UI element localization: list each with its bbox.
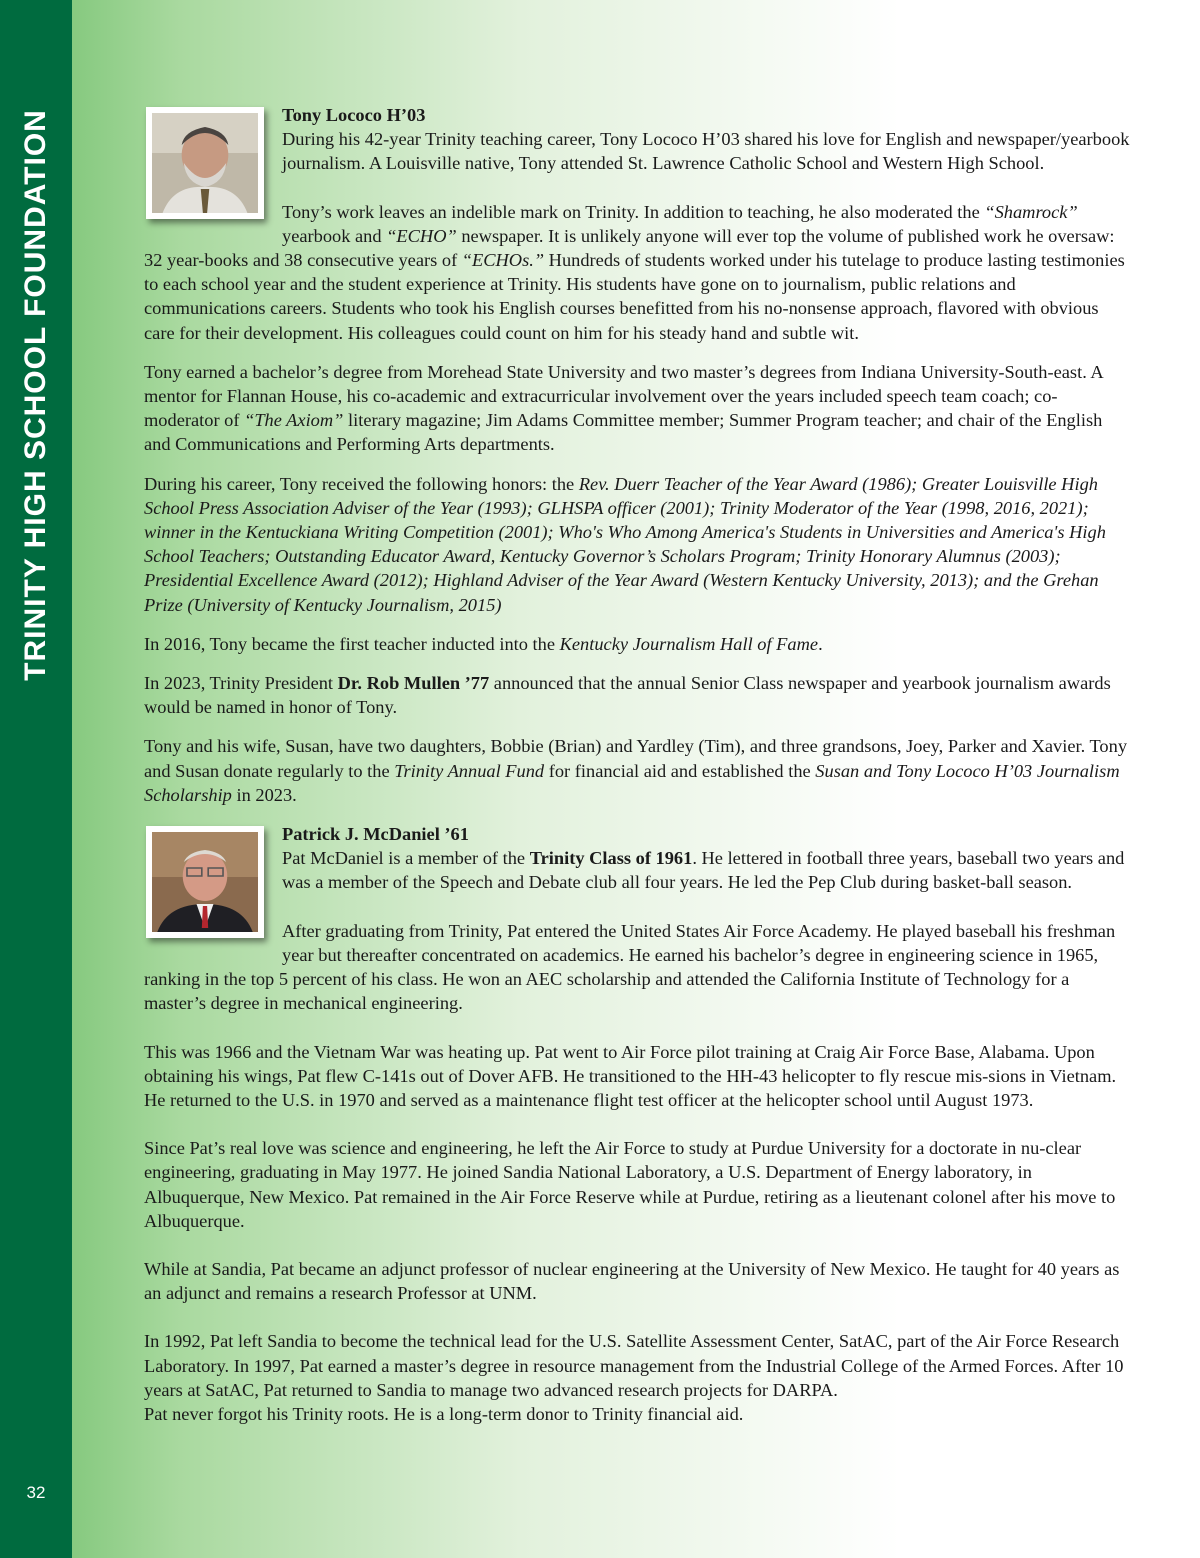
sidebar-title: TRINITY HIGH SCHOOL FOUNDATION xyxy=(19,109,52,681)
profile-heading: Tony Lococo H’03 xyxy=(282,105,426,125)
text: In 2023, Trinity President xyxy=(144,673,338,694)
portrait-patrick-image xyxy=(152,832,258,932)
text: . xyxy=(818,633,823,654)
honor-name: Kentucky Journalism Hall of Fame xyxy=(559,633,819,654)
text: Tony earned a bachelor’s degree from Morehead State University and two master’s degrees from Indiana University-South-east. A mentor for Flannan House, his co-academic and extracurricular involvement over the years included speech team coach; co-moderator of xyxy=(144,361,1103,431)
scholarship-name: Susan and Tony Lococo H’03 Journalism Scholarship xyxy=(144,760,1120,805)
paragraph xyxy=(144,671,1130,719)
paragraph: This was 1966 and the Vietnam War was heating up. Pat went to Air Force pilot training at Craig Air Force Base, Alabama. Upon obtaining his wings, Pat flew C-141s out of Dover AFB. He transitioned to the HH-43 helicopter to fly rescue mis-sions in Vietnam. He returned to the U.S. in 1970 and served as a maintenance flight test officer at the helicopter school until August 1973. xyxy=(144,1041,1117,1110)
text: Tony and his wife, Susan, have two daughters, Bobbie (Brian) and Yardley (Tim), and three grandsons, Joey, Parker and Xavier. Tony and Susan donate regularly to the xyxy=(144,736,1128,781)
text: literary magazine; Jim Adams Committee member; Summer Program teacher; and chair of the English and Communications and Performing Arts departments. xyxy=(144,410,1103,455)
text: Hundreds of students worked under his tutelage to produce lasting testimonies to each school year and the student experience at Trinity. His students have gone on to journalism, public relations and communications careers. Students who took his English courses benefitted from his no-nonsense approach, flavored with obvious care for their development. His colleagues could count on him for his steady hand and subtle wit. xyxy=(144,250,1125,343)
paragraph: Pat never forgot his Trinity roots. He is a long-term donor to Trinity financial aid. xyxy=(144,1403,744,1424)
text: in 2023. xyxy=(231,784,297,805)
sidebar xyxy=(0,0,72,1558)
portrait-photo-tony xyxy=(146,107,264,219)
spacer xyxy=(144,176,1130,200)
text: During his career, Tony received the following honors: the xyxy=(144,473,579,494)
text: for financial aid and established the xyxy=(544,760,816,781)
text: newspaper. It is unlikely anyone will ever top the volume of published work he oversaw: 32 year-books and 38 consecutive years of xyxy=(144,225,1115,271)
publication-title: “ECHO” xyxy=(386,225,457,246)
paragraph xyxy=(144,632,1130,656)
profile-intro xyxy=(144,846,1130,894)
paragraph: After graduating from Trinity, Pat entered the United States Air Force Academy. He played baseball his freshman year but thereafter concentrated on academics. He earned his bachelor’s degree in engineering science in 1965, ranking in the top 5 percent of his class. He won an AEC scholarship and attended the California Institute of Technology for a master’s degree in mechanical engineering. xyxy=(144,920,1116,1014)
paragraph xyxy=(144,472,1130,617)
paragraph xyxy=(144,200,1130,345)
article-content xyxy=(144,103,1130,1426)
text: In 2016, Tony became the first teacher inducted into the xyxy=(144,633,560,654)
paragraph: While at Sandia, Pat became an adjunct professor of nuclear engineering at the University of New Mexico. He taught for 40 years as an adjunct and remains a research Professor at UNM. xyxy=(144,1258,1120,1304)
paragraph: Since Pat’s real love was science and engineering, he left the Air Force to study at Purdue University for a doctorate in nu-clear engineering, graduating in May 1977. He joined Sandia National Laboratory, a U.S. Department of Energy laboratory, in Albuquerque, New Mexico. Pat remained in the Air Force Reserve while at Purdue, retiring as a lieutenant colonel after his move to Albuquerque. xyxy=(144,1138,1116,1231)
honors-list: Rev. Duerr Teacher of the Year Award (1986); Greater Louisville High School Press Association Adviser of the Year (1993); GLHSPA officer (2001); Trinity Moderator of the Year (1998, 2016, 2021); winner in the Kentuckiana Writing Competition (2001); Who's Who Among America's Students in Universities and America's High School Teachers; Outstanding Educator Award, Kentucky Governor’s Scholars Program; Trinity Honorary Alumnus (2003); Presidential Excellence Award (2012); Highland Adviser of the Year Award (Western Kentucky University, 2013); and the Grehan Prize (University of Kentucky Journalism, 2015) xyxy=(144,473,1106,615)
paragraph xyxy=(144,360,1130,457)
profile-tony-lococo xyxy=(144,103,1130,807)
profile-patrick-mcdaniel xyxy=(144,822,1130,1426)
text: yearbook and xyxy=(282,225,387,246)
paragraph: In 1992, Pat left Sandia to become the technical lead for the U.S. Satellite Assessment Center, SatAC, part of the Air Force Research Laboratory. In 1997, Pat earned a master’s degree in resource management from the Industrial College of the Armed Forces. After 10 years at SatAC, Pat returned to Sandia to manage two advanced research projects for DARPA. xyxy=(144,1331,1124,1400)
fund-name: Trinity Annual Fund xyxy=(394,760,545,781)
publication-title: “The Axiom” xyxy=(244,410,344,431)
text: Tony’s work leaves an indelible mark on Trinity. In addition to teaching, he also moderated the xyxy=(282,201,985,222)
publication-title: “Shamrock” xyxy=(984,201,1078,222)
publication-title: “ECHOs.” xyxy=(461,250,545,271)
text: announced that the annual Senior Class newspaper and yearbook journalism awards would be named in honor of Tony. xyxy=(144,673,1111,718)
spacer xyxy=(144,895,1130,919)
portrait-tony-image xyxy=(152,113,258,213)
page-number: 32 xyxy=(26,1483,46,1502)
profile-intro: During his 42-year Trinity teaching career, Tony Lococo H’03 shared his love for English and newspaper/yearbook journalism. A Louisville native, Tony attended St. Lawrence Catholic School and Western High School. xyxy=(282,129,1130,174)
person-name: Dr. Rob Mullen ’77 xyxy=(337,673,490,694)
profile-heading: Patrick J. McDaniel ’61 xyxy=(282,824,469,845)
text: . He lettered in football three years, baseball two years and was a member of the Speech and Debate club all four years. He led the Pep Club during basket-ball season. xyxy=(282,848,1125,893)
class-name: Trinity Class of 1961 xyxy=(529,848,693,869)
portrait-photo-patrick xyxy=(146,826,264,938)
text: Pat McDaniel is a member of the xyxy=(282,848,530,869)
paragraph xyxy=(144,734,1130,807)
